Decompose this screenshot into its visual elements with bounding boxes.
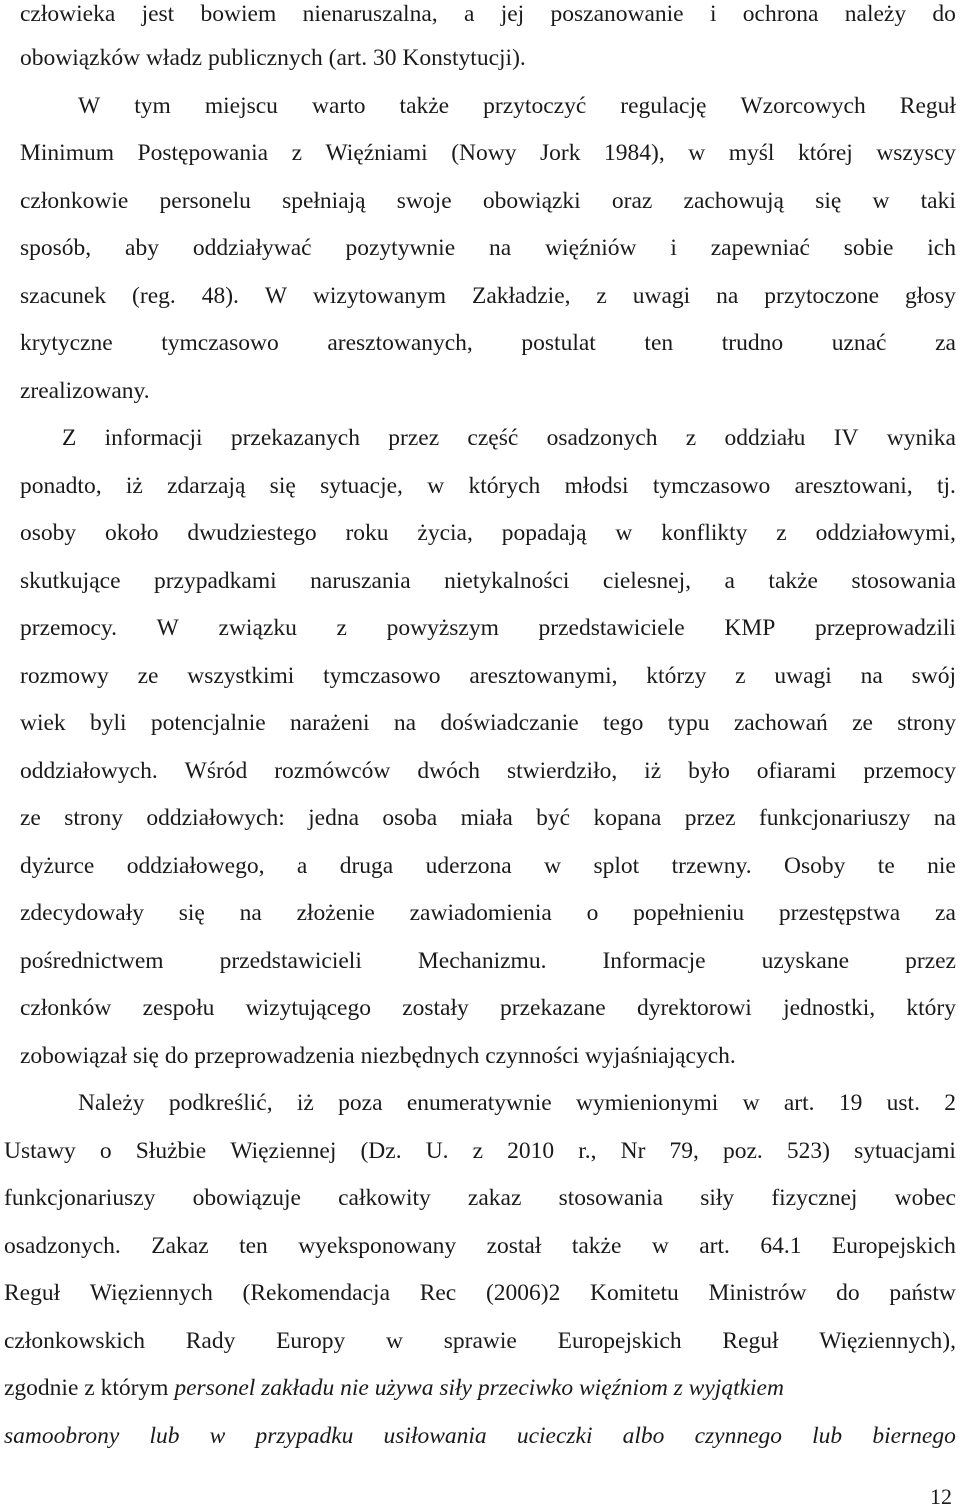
text-line: obowiązków władz publicznych (art. 30 Konstytucji). bbox=[20, 45, 526, 71]
word: o bbox=[586, 900, 599, 926]
word: oddziałowych. bbox=[20, 758, 158, 784]
word: splot bbox=[593, 853, 640, 879]
word: dwudziestego bbox=[187, 520, 317, 546]
word: na bbox=[716, 283, 739, 309]
word: uzyskane bbox=[761, 948, 850, 974]
word: wymienionymi bbox=[576, 1090, 719, 1116]
word: także bbox=[768, 568, 818, 594]
word: na bbox=[239, 900, 262, 926]
word: zawiadomienia bbox=[409, 900, 552, 926]
word: iż bbox=[296, 1090, 314, 1116]
word: 523) bbox=[786, 1138, 830, 1164]
word: W bbox=[264, 283, 287, 309]
word: pośrednictwem bbox=[20, 948, 164, 974]
word: zakaz bbox=[467, 1185, 522, 1211]
word: popadają bbox=[501, 520, 587, 546]
word: a bbox=[296, 853, 308, 879]
word: więźniów bbox=[545, 235, 637, 261]
word: art. bbox=[699, 1233, 730, 1259]
word: zespołu bbox=[142, 995, 215, 1021]
word: wiek bbox=[20, 710, 66, 736]
word: w bbox=[615, 520, 633, 546]
word: z bbox=[735, 663, 746, 689]
text-line bbox=[0, 1321, 960, 1361]
word: ponadto, bbox=[20, 473, 102, 499]
word: oddziaływać bbox=[192, 235, 312, 261]
word: cielesnej, bbox=[602, 568, 692, 594]
word: ucieczki bbox=[516, 1423, 593, 1449]
word: sobie bbox=[843, 235, 894, 261]
word: nienaruszalna, bbox=[302, 1, 438, 27]
word: Należy bbox=[78, 1090, 145, 1116]
word: i bbox=[709, 1, 717, 27]
word: został bbox=[486, 1233, 542, 1259]
word: osadzonych bbox=[546, 425, 658, 451]
word: narażeni bbox=[289, 710, 370, 736]
word: Reguł bbox=[4, 1280, 61, 1306]
word: podkreślić, bbox=[168, 1090, 273, 1116]
word: Europejskich bbox=[557, 1328, 682, 1354]
text-line: zrealizowany. bbox=[20, 378, 150, 404]
text-line bbox=[0, 751, 960, 791]
word: także bbox=[571, 1233, 622, 1259]
word: wizytującego bbox=[245, 995, 371, 1021]
word: państw bbox=[889, 1280, 956, 1306]
word: naruszania bbox=[310, 568, 411, 594]
word: swoje bbox=[396, 188, 452, 214]
word: kopana bbox=[593, 805, 662, 831]
word: tymczasowo bbox=[161, 330, 279, 356]
word: dwóch bbox=[417, 758, 480, 784]
word: tymczasowo bbox=[323, 663, 441, 689]
word: siły bbox=[700, 1185, 735, 1211]
word: przekazanych bbox=[230, 425, 360, 451]
word: zachowań bbox=[733, 710, 828, 736]
word: aresztowani, bbox=[794, 473, 913, 499]
word: myśl bbox=[728, 140, 775, 166]
word: W bbox=[78, 93, 101, 119]
word: a bbox=[724, 568, 735, 594]
word: aresztowanymi, bbox=[469, 663, 618, 689]
word: w bbox=[872, 188, 890, 214]
word: ze bbox=[20, 805, 41, 831]
word: osadzonych. bbox=[4, 1233, 121, 1259]
word: sposób, bbox=[20, 235, 92, 261]
word: przedstawiciele bbox=[538, 615, 685, 641]
quoted-italic-line bbox=[0, 1416, 960, 1456]
word: Ustawy bbox=[4, 1138, 76, 1164]
word: obowiązuje bbox=[192, 1185, 301, 1211]
word: taki bbox=[920, 188, 956, 214]
word: tego bbox=[602, 710, 644, 736]
word: stwierdziło, bbox=[506, 758, 618, 784]
word: 48). bbox=[201, 283, 239, 309]
word: potencjalnie bbox=[150, 710, 266, 736]
word: do bbox=[836, 1280, 860, 1306]
word: w bbox=[209, 1423, 226, 1449]
word: z bbox=[685, 425, 697, 451]
word: poz. bbox=[723, 1138, 763, 1164]
word: którzy bbox=[646, 663, 707, 689]
word: byli bbox=[89, 710, 127, 736]
word: nie bbox=[927, 853, 956, 879]
word: przemocy bbox=[863, 758, 956, 784]
word: z bbox=[596, 283, 607, 309]
word: sprawie bbox=[443, 1328, 517, 1354]
word: ich bbox=[927, 235, 956, 261]
word: przez bbox=[905, 948, 956, 974]
word: z bbox=[291, 140, 303, 166]
word: Ministrów bbox=[708, 1280, 807, 1306]
text-line bbox=[0, 1131, 960, 1171]
word: oddziału bbox=[724, 425, 806, 451]
word: także bbox=[399, 93, 450, 119]
text-line bbox=[0, 466, 960, 506]
word: te bbox=[877, 853, 895, 879]
text-line bbox=[0, 941, 960, 981]
word: uwagi bbox=[774, 663, 832, 689]
word: oddziałowych: bbox=[146, 805, 285, 831]
word: wizytowanym bbox=[312, 283, 447, 309]
word: swój bbox=[911, 663, 956, 689]
word: członków bbox=[20, 995, 112, 1021]
word: ofiarami bbox=[756, 758, 837, 784]
word: przez bbox=[684, 805, 736, 831]
word: przekazane bbox=[500, 995, 606, 1021]
word: oddziałowego, bbox=[126, 853, 265, 879]
word: miejscu bbox=[204, 93, 278, 119]
word: w bbox=[651, 1233, 669, 1259]
word: który bbox=[906, 995, 956, 1021]
text-line bbox=[0, 0, 960, 34]
word: zapewniać bbox=[710, 235, 810, 261]
word: lub bbox=[812, 1423, 843, 1449]
word: uderzona bbox=[425, 853, 512, 879]
word: osoby bbox=[20, 520, 77, 546]
word: Europejskich bbox=[831, 1233, 956, 1259]
word: Minimum bbox=[20, 140, 115, 166]
word: wobec bbox=[894, 1185, 956, 1211]
word: doświadczanie bbox=[440, 710, 579, 736]
word: lub bbox=[149, 1423, 180, 1449]
word: nietykalności bbox=[444, 568, 570, 594]
word: Reguł bbox=[899, 93, 956, 119]
word: Z bbox=[62, 425, 77, 451]
word: tymczasowo bbox=[652, 473, 771, 499]
word: ten bbox=[239, 1233, 268, 1259]
word: do bbox=[932, 1, 956, 27]
word: Rec bbox=[419, 1280, 457, 1306]
word: Więziennej bbox=[230, 1138, 337, 1164]
word: jej bbox=[500, 1, 525, 27]
word: aby bbox=[125, 235, 159, 261]
word: tj. bbox=[936, 473, 956, 499]
word: około bbox=[105, 520, 159, 546]
word: wszyscy bbox=[876, 140, 956, 166]
text-line bbox=[0, 988, 960, 1028]
word: krytyczne bbox=[20, 330, 113, 356]
word: młodsi bbox=[564, 473, 629, 499]
word: r., bbox=[578, 1138, 597, 1164]
text-run: zgodnie z którym bbox=[4, 1375, 175, 1401]
word: uznać bbox=[831, 330, 887, 356]
word: (Nowy bbox=[451, 140, 517, 166]
word: obowiązki bbox=[482, 188, 581, 214]
text-line bbox=[0, 893, 960, 933]
word: szacunek bbox=[20, 283, 107, 309]
word: członkowie bbox=[20, 188, 129, 214]
word: bowiem bbox=[200, 1, 277, 27]
word: roku bbox=[345, 520, 389, 546]
word: druga bbox=[339, 853, 394, 879]
word: albo bbox=[622, 1423, 665, 1449]
word: zdarzają bbox=[167, 473, 246, 499]
text-line bbox=[0, 656, 960, 696]
word: na bbox=[489, 235, 512, 261]
word: w bbox=[427, 473, 445, 499]
word: spełniają bbox=[282, 188, 366, 214]
word: Jork bbox=[540, 140, 581, 166]
text-line bbox=[0, 86, 960, 126]
word: przemocy. bbox=[20, 615, 117, 641]
word: postulat bbox=[521, 330, 596, 356]
word: być bbox=[536, 805, 571, 831]
word: ze bbox=[137, 663, 159, 689]
word: miała bbox=[460, 805, 513, 831]
word: stosowania bbox=[558, 1185, 664, 1211]
word: ust. bbox=[886, 1090, 920, 1116]
word: głosy bbox=[905, 283, 956, 309]
word: osoba bbox=[382, 805, 438, 831]
word: jest bbox=[141, 1, 175, 27]
word: konflikty bbox=[661, 520, 748, 546]
word: popełnieniu bbox=[633, 900, 745, 926]
word: oddziałowymi, bbox=[815, 520, 956, 546]
text-line-mixed bbox=[0, 1368, 960, 1408]
word: regulację bbox=[620, 93, 707, 119]
word: funkcjonariuszy bbox=[4, 1185, 156, 1211]
word: poza bbox=[338, 1090, 383, 1116]
word: pozytywnie bbox=[345, 235, 456, 261]
word: wynika bbox=[886, 425, 956, 451]
word: człowieka bbox=[20, 1, 116, 27]
word: W bbox=[156, 615, 179, 641]
word: (reg. bbox=[132, 283, 176, 309]
word: i bbox=[670, 235, 677, 261]
word: stosowania bbox=[851, 568, 956, 594]
word: enumeratywnie bbox=[406, 1090, 552, 1116]
word: w bbox=[688, 140, 706, 166]
word: Więziennych bbox=[89, 1280, 213, 1306]
word: strony bbox=[64, 805, 123, 831]
word: przeprowadzili bbox=[814, 615, 956, 641]
word: Europy bbox=[276, 1328, 346, 1354]
word: Wśród bbox=[184, 758, 248, 784]
text-line bbox=[0, 1083, 960, 1123]
word: Reguł bbox=[722, 1328, 779, 1354]
word: informacji bbox=[104, 425, 203, 451]
word: się bbox=[815, 188, 842, 214]
word: życia, bbox=[417, 520, 473, 546]
word: z bbox=[472, 1138, 484, 1164]
word: U. bbox=[425, 1138, 449, 1164]
word: aresztowanych, bbox=[327, 330, 473, 356]
word: których bbox=[468, 473, 541, 499]
word: poszanowanie bbox=[550, 1, 684, 27]
word: część bbox=[467, 425, 519, 451]
word: fizycznej bbox=[771, 1185, 858, 1211]
word: 64.1 bbox=[760, 1233, 802, 1259]
word: usiłowania bbox=[383, 1423, 487, 1449]
word: Postępowania bbox=[137, 140, 269, 166]
word: ze bbox=[852, 710, 873, 736]
word: warto bbox=[311, 93, 366, 119]
word: (2006)2 bbox=[485, 1280, 561, 1306]
word: na bbox=[860, 663, 883, 689]
word: typu bbox=[667, 710, 710, 736]
word: iż bbox=[644, 758, 662, 784]
text-line bbox=[0, 703, 960, 743]
word: (Rekomendacja bbox=[242, 1280, 391, 1306]
text-line bbox=[0, 608, 960, 648]
word: w bbox=[742, 1090, 760, 1116]
text-line bbox=[0, 561, 960, 601]
word: rozmówców bbox=[274, 758, 391, 784]
text-line bbox=[0, 846, 960, 886]
word: oraz bbox=[611, 188, 653, 214]
word: o bbox=[99, 1138, 112, 1164]
text-line bbox=[0, 418, 960, 458]
page-number: 12 bbox=[930, 1484, 952, 1509]
text-line bbox=[0, 1178, 960, 1218]
word: z bbox=[776, 520, 787, 546]
word: przytoczone bbox=[764, 283, 880, 309]
text-line bbox=[0, 513, 960, 553]
word: przypadku bbox=[255, 1423, 354, 1449]
word: członkowskich bbox=[4, 1328, 145, 1354]
word: dyżurce bbox=[20, 853, 95, 879]
word: złożenie bbox=[296, 900, 375, 926]
word: zostały bbox=[402, 995, 469, 1021]
word: trzewny. bbox=[671, 853, 752, 879]
word: której bbox=[797, 140, 853, 166]
word: tym bbox=[134, 93, 171, 119]
word: 19 bbox=[838, 1090, 863, 1116]
text-line bbox=[0, 323, 960, 363]
word: Więziennych), bbox=[819, 1328, 956, 1354]
word: 1984), bbox=[604, 140, 665, 166]
text-line: zobowiązał się do przeprowadzenia niezbędnych czynności wyjaśniających. bbox=[20, 1043, 736, 1069]
word: samoobrony bbox=[4, 1423, 120, 1449]
word: Służbie bbox=[135, 1138, 207, 1164]
word: biernego bbox=[872, 1423, 956, 1449]
text-line bbox=[0, 1226, 960, 1266]
word: rozmowy bbox=[20, 663, 109, 689]
word: się bbox=[178, 900, 205, 926]
word: wszystkimi bbox=[187, 663, 295, 689]
word: przedstawicieli bbox=[219, 948, 362, 974]
word: w bbox=[544, 853, 562, 879]
word: ten bbox=[644, 330, 674, 356]
word: przez bbox=[388, 425, 440, 451]
word: a bbox=[463, 1, 475, 27]
word: trudno bbox=[721, 330, 784, 356]
word: należy bbox=[844, 1, 907, 27]
quoted-italic-text: personel zakładu nie używa siły przeciwko więźniom z wyjątkiem bbox=[174, 1375, 784, 1401]
word: IV bbox=[833, 425, 859, 451]
word: Wzorcowych bbox=[740, 93, 866, 119]
word: 2 bbox=[944, 1090, 956, 1116]
text-line bbox=[0, 228, 960, 268]
word: Więźniami bbox=[325, 140, 428, 166]
word: funkcjonariuszy bbox=[758, 805, 911, 831]
word: KMP bbox=[724, 615, 776, 641]
word: było bbox=[688, 758, 730, 784]
word: wyeksponowany bbox=[298, 1233, 457, 1259]
word: ochrona bbox=[742, 1, 819, 27]
word: za bbox=[935, 900, 956, 926]
word: 2010 bbox=[507, 1138, 555, 1164]
word: przestępstwa bbox=[778, 900, 901, 926]
word: z bbox=[336, 615, 347, 641]
text-line bbox=[0, 798, 960, 838]
word: na bbox=[933, 805, 956, 831]
word: jednostki, bbox=[783, 995, 876, 1021]
word: 79, bbox=[669, 1138, 699, 1164]
word: Komitetu bbox=[590, 1280, 679, 1306]
word: personelu bbox=[159, 188, 251, 214]
word: Nr bbox=[620, 1138, 646, 1164]
word: Rady bbox=[185, 1328, 236, 1354]
word: przytoczyć bbox=[483, 93, 587, 119]
word: czynnego bbox=[694, 1423, 783, 1449]
word: przypadkami bbox=[153, 568, 277, 594]
word: za bbox=[935, 330, 956, 356]
word: w bbox=[386, 1328, 403, 1354]
text-line bbox=[0, 276, 960, 316]
word: uwagi bbox=[632, 283, 691, 309]
word: powyższym bbox=[386, 615, 499, 641]
word: na bbox=[393, 710, 417, 736]
text-line bbox=[0, 181, 960, 221]
text-line bbox=[0, 1273, 960, 1313]
word: Zakaz bbox=[151, 1233, 209, 1259]
word: iż bbox=[125, 473, 143, 499]
word: strony bbox=[897, 710, 956, 736]
word: Osoby bbox=[784, 853, 846, 879]
word: jedna bbox=[308, 805, 359, 831]
word: sytuacje, bbox=[320, 473, 403, 499]
word: całkowity bbox=[338, 1185, 431, 1211]
word: zdecydowały bbox=[20, 900, 144, 926]
text-line bbox=[0, 133, 960, 173]
word: art. bbox=[783, 1090, 815, 1116]
word: skutkujące bbox=[20, 568, 121, 594]
word: (Dz. bbox=[360, 1138, 402, 1164]
word: sytuacjami bbox=[854, 1138, 956, 1164]
word: zachowują bbox=[683, 188, 784, 214]
word: Informacje bbox=[602, 948, 706, 974]
word: Zakładzie, bbox=[471, 283, 571, 309]
word: Mechanizmu. bbox=[417, 948, 547, 974]
word: dyrektorowi bbox=[636, 995, 752, 1021]
word: się bbox=[269, 473, 296, 499]
word: związku bbox=[218, 615, 297, 641]
